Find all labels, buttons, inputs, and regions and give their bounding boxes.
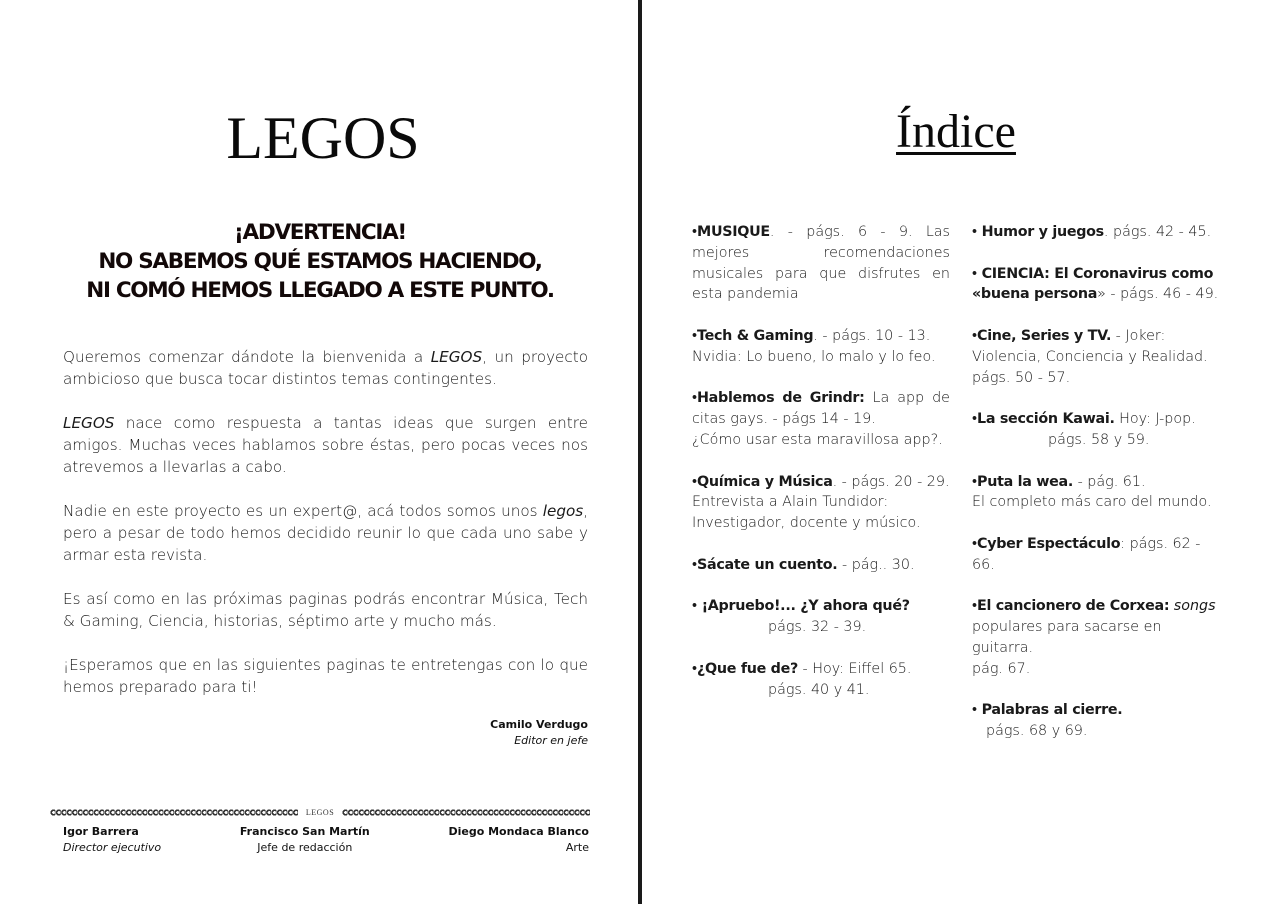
entry-title: Tech & Gaming [697, 327, 814, 344]
diamond-chain-ornament-left [50, 809, 298, 816]
credit-role: Director ejecutivo [63, 841, 162, 854]
index-entry-que-fue-de[interactable] [692, 659, 950, 701]
bullet-icon: • [692, 224, 698, 240]
entry-title: Química y Música [697, 473, 833, 490]
warning-line-1: ¡ADVERTENCIA! [234, 220, 406, 245]
index-entry-quimica-musica[interactable] [692, 472, 950, 534]
entry-pages: . págs. 42 - 45. [1103, 224, 1212, 240]
index-title [642, 104, 1270, 159]
index-column-1 [692, 222, 950, 721]
bullet-icon: • [692, 390, 698, 407]
entry-pages: - pág. 61. [1073, 473, 1146, 490]
entry-pages: págs. 68 y 69. [986, 723, 1088, 740]
entry-description: Violencia, Conciencia y Realidad. [972, 348, 1208, 365]
warning-line-2: NO SABEMOS QUÉ ESTAMOS HACIENDO, [98, 249, 542, 274]
index-entry-sacate-un-cuento[interactable] [692, 555, 950, 576]
bullet-icon: • [972, 224, 982, 240]
entry-pages: . - págs. 20 - 29. [832, 473, 950, 490]
bullet-icon: • [692, 660, 698, 677]
text: nace como respuesta a tantas ideas que surgen entre amigos. Muchas veces hablamos sobre éstas, pero pocas veces nos atrevemos a llevarlas a cabo. [63, 414, 588, 476]
warning-line-3: NI COMÓ HEMOS LLEGADO A ESTE PUNTO. [86, 278, 554, 303]
entry-pages: págs. 40 y 41. [768, 681, 870, 698]
entry-description: Las mejores recomendaciones musicales para que disfrutes en esta pandemia [692, 224, 951, 303]
emphasis: legos [542, 502, 584, 520]
bullet-icon: • [972, 411, 978, 428]
editor-role: Editor en jefe [514, 734, 588, 747]
index-title-text: Índice [896, 105, 1016, 158]
credit-name: Francisco San Martín [239, 825, 370, 838]
entry-title: ¿Que fue de? [697, 660, 799, 677]
entry-pages: pág. 67. [972, 660, 1031, 677]
index-entry-apruebo[interactable] [692, 596, 950, 638]
magazine-title: LEGOS [226, 105, 420, 171]
intro-paragraph-2 [63, 412, 588, 478]
editorial-page [0, 0, 638, 906]
bullet-icon: • [972, 265, 982, 282]
entry-title: ¡Apruebo!... ¿Y ahora qué? [701, 598, 910, 615]
index-entry-ciencia[interactable] [972, 264, 1226, 306]
credit-name: Diego Mondaca Blanco [448, 825, 589, 838]
bullet-icon: • [972, 473, 978, 490]
entry-subtitle: Hoy: J-pop. [1114, 411, 1196, 428]
entry-subtitle: - Joker: [1111, 327, 1166, 344]
entry-title: La sección Kawai. [977, 411, 1115, 428]
magazine-name: LEGOS [430, 348, 483, 366]
index-entry-cyber-espectaculo[interactable] [972, 534, 1226, 576]
index-entry-palabras-al-cierre[interactable] [972, 700, 1226, 742]
index-column-2 [972, 222, 1226, 763]
bullet-icon: • [692, 556, 698, 573]
index-entry-tech-gaming[interactable] [692, 326, 950, 368]
entry-emphasis: songs [1169, 598, 1216, 615]
entry-title: Palabras al cierre. [981, 702, 1123, 719]
index-entry-seccion-kawai[interactable] [972, 409, 1226, 451]
entry-description: Entrevista a Alain Tundidor: [692, 494, 889, 511]
intro-paragraph-5: ¡Esperamos que en las siguientes paginas te entretengas con lo que hemos preparado para ti! [63, 656, 588, 696]
entry-pages: . - págs. 6 - 9. [769, 224, 913, 240]
index-entry-cine-series-tv[interactable] [972, 326, 1226, 388]
footer-label: LEGOS [305, 807, 335, 817]
credit-role: Jefe de redacción [257, 841, 353, 854]
entry-description: El completo más caro del mundo. [972, 494, 1212, 511]
bullet-icon: • [972, 702, 982, 719]
index-entry-cancionero-corxea[interactable] [972, 596, 1226, 679]
bullet-icon: • [692, 598, 702, 615]
entry-pages: . - págs. 10 - 13. [813, 327, 931, 344]
entry-pages: págs. 50 - 57. [972, 369, 1071, 386]
index-entry-grindr[interactable] [692, 388, 950, 450]
entry-title: Cyber Espectáculo [977, 535, 1121, 552]
bullet-icon: • [692, 473, 698, 490]
index-entry-puta-la-wea[interactable] [972, 472, 1226, 514]
credit-editor [240, 824, 370, 856]
entry-description: Nvidia: Lo bueno, lo malo y lo feo. [692, 348, 936, 365]
credit-art [448, 824, 589, 856]
credit-role: Arte [565, 841, 589, 854]
warning-heading [40, 218, 600, 305]
credit-name: Igor Barrera [63, 825, 139, 838]
entry-subtitle: - Hoy: Eiffel 65. [798, 660, 912, 677]
entry-title: Puta la wea. [977, 473, 1074, 490]
diamond-chain-ornament-right [342, 809, 590, 816]
credit-director [63, 824, 161, 856]
entry-title: Humor y juegos [981, 224, 1104, 240]
intro-paragraph-4: Es así como en las próximas paginas podrás encontrar Música, Tech & Gaming, Ciencia, historias, séptimo arte y mucho más. [63, 590, 588, 630]
entry-pages: : págs. 62 - 66. [972, 535, 1201, 573]
footer-ornament-rule [50, 806, 590, 818]
editor-signature [490, 717, 588, 749]
entry-description: Investigador, docente y músico. [692, 515, 921, 532]
bullet-icon: • [692, 327, 698, 344]
entry-title: Cine, Series y TV. [977, 327, 1112, 344]
entry-pages: La app de citas gays. - págs 14 - 19. [692, 390, 950, 428]
staff-credits [63, 824, 589, 856]
index-entry-humor-juegos[interactable] [972, 222, 1226, 243]
entry-title: El cancionero de Corxea: [977, 598, 1170, 615]
entry-pages: págs. 58 y 59. [1048, 431, 1150, 448]
entry-description: populares para sacarse en guitarra. [972, 619, 1162, 656]
text: , un proyecto ambicioso que busca tocar distintos temas contingentes. [63, 348, 588, 388]
entry-pages: » - págs. 46 - 49. [1097, 286, 1219, 303]
entry-title: MUSIQUE [697, 224, 770, 240]
intro-paragraph-3 [63, 500, 588, 566]
index-entry-musique[interactable] [692, 222, 950, 305]
text: Queremos comenzar dándote la bienvenida a [63, 348, 431, 366]
bullet-icon: • [972, 535, 978, 552]
text: , pero a pesar de todo hemos decidido reunir lo que cada uno sabe y armar esta revista. [63, 502, 588, 564]
entry-title: CIENCIA: El Coronavirus como «buena persona [972, 265, 1214, 303]
editor-name: Camilo Verdugo [490, 718, 588, 731]
entry-description: ¿Cómo usar esta maravillosa app?. [692, 431, 943, 448]
entry-title: Sácate un cuento. [697, 556, 838, 573]
bullet-icon: • [972, 327, 978, 344]
text: Nadie en este proyecto es un expert@, acá todos somos unos [63, 502, 543, 520]
entry-pages: - pág.. 30. [837, 556, 915, 573]
entry-pages: págs. 32 - 39. [768, 619, 867, 636]
intro-paragraph-1 [63, 346, 588, 390]
entry-title: Hablemos de Grindr: [697, 390, 865, 407]
intro-text [63, 346, 588, 720]
index-page [642, 0, 1280, 906]
magazine-name: LEGOS [63, 414, 115, 432]
bullet-icon: • [972, 598, 978, 615]
